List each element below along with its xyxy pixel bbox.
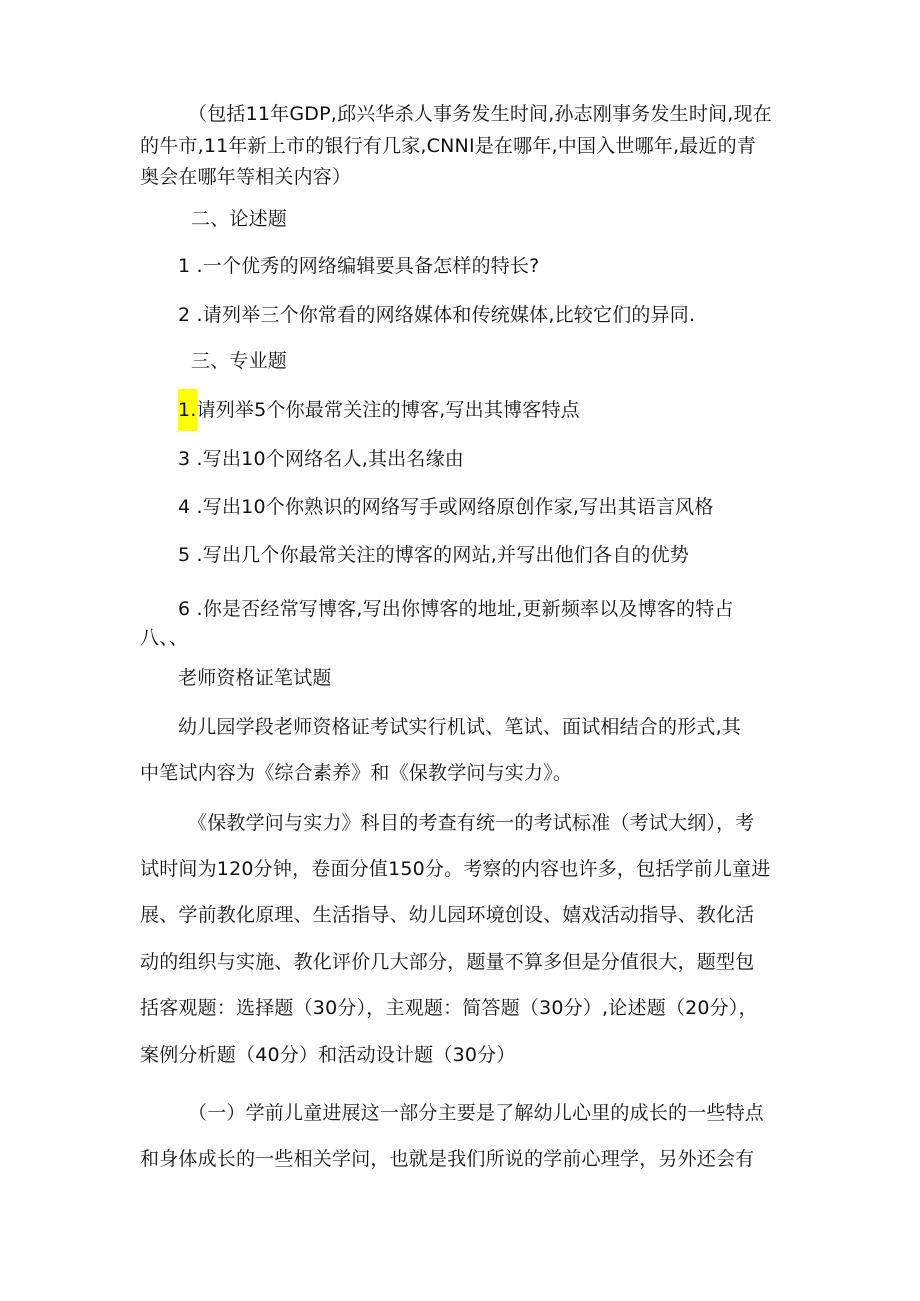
section-heading-professional: 三、专业题	[191, 350, 288, 372]
professional-item-6: 6 .你是否经常写博客,写出你博客的地址,更新频率以及博客的特占	[178, 598, 734, 620]
section-heading-discussion: 二、论述题	[191, 208, 288, 230]
para2-line-3: 展、学前教化原理、生活指导、幼儿园环境创设、嬉戏活动指导、教化活	[140, 904, 755, 926]
highlighted-number: 1.	[178, 389, 197, 431]
para3-line-2: 和身体成长的一些相关学问，也就是我们所说的学前心理学，另外还会有	[140, 1148, 755, 1170]
trailing-text: 八、、	[140, 627, 189, 649]
para2-line-5: 括客观题：选择题（30分），主观题：简答题（30分）,论述题（20分），	[140, 997, 758, 1019]
para2-line-2: 试时间为120分钟，卷面分值150分。考察的内容也许多，包括学前儿童进	[140, 858, 771, 880]
intro-line-3: 奥会在哪年等相关内容）	[140, 166, 352, 188]
para2-line-4: 动的组织与实施、教化评价几大部分，题量不算多但是分值很大，题型包	[140, 951, 755, 973]
para2-line-6: 案例分析题（40分）和活动设计题（30分）	[140, 1044, 516, 1066]
discussion-item-1: 1 .一个优秀的网络编辑要具备怎样的特长?	[178, 255, 540, 277]
professional-item-3: 3 .写出10个网络名人,其出名缘由	[178, 448, 464, 470]
professional-item-1-text: 请列举5个你最常关注的博客,写出其博客特点	[196, 399, 580, 421]
discussion-item-2: 2 .请列举三个你常看的网络媒体和传统媒体,比较它们的异同.	[178, 304, 696, 326]
professional-item-4: 4 .写出10个你熟识的网络写手或网络原创作家,写出其语言风格	[178, 496, 714, 518]
professional-item-1	[178, 397, 580, 423]
intro-line-2: 的牛市,11年新上市的银行有几家,CNNI是在哪年,中国入世哪年,最近的青	[140, 135, 757, 157]
para1-line-1: 幼儿园学段老师资格证考试实行机试、笔试、面试相结合的形式,其	[178, 716, 742, 738]
para2-line-1: 《保教学问与实力》科目的考查有统一的考试标准（考试大纲），考	[188, 812, 755, 834]
intro-line-1: （包括11年GDP,邱兴华杀人事务发生时间,孙志刚事务发生时间,现在	[188, 103, 772, 125]
article-title: 老师资格证笔试题	[178, 667, 332, 689]
para1-line-2: 中笔试内容为《综合素养》和《保教学问与实力》。	[140, 762, 573, 784]
professional-item-5: 5 .写出几个你最常关注的博客的网站,并写出他们各自的优势	[178, 544, 690, 566]
para3-line-1: （一）学前儿童进展这一部分主要是了解幼儿心里的成长的一些特点	[188, 1102, 765, 1124]
